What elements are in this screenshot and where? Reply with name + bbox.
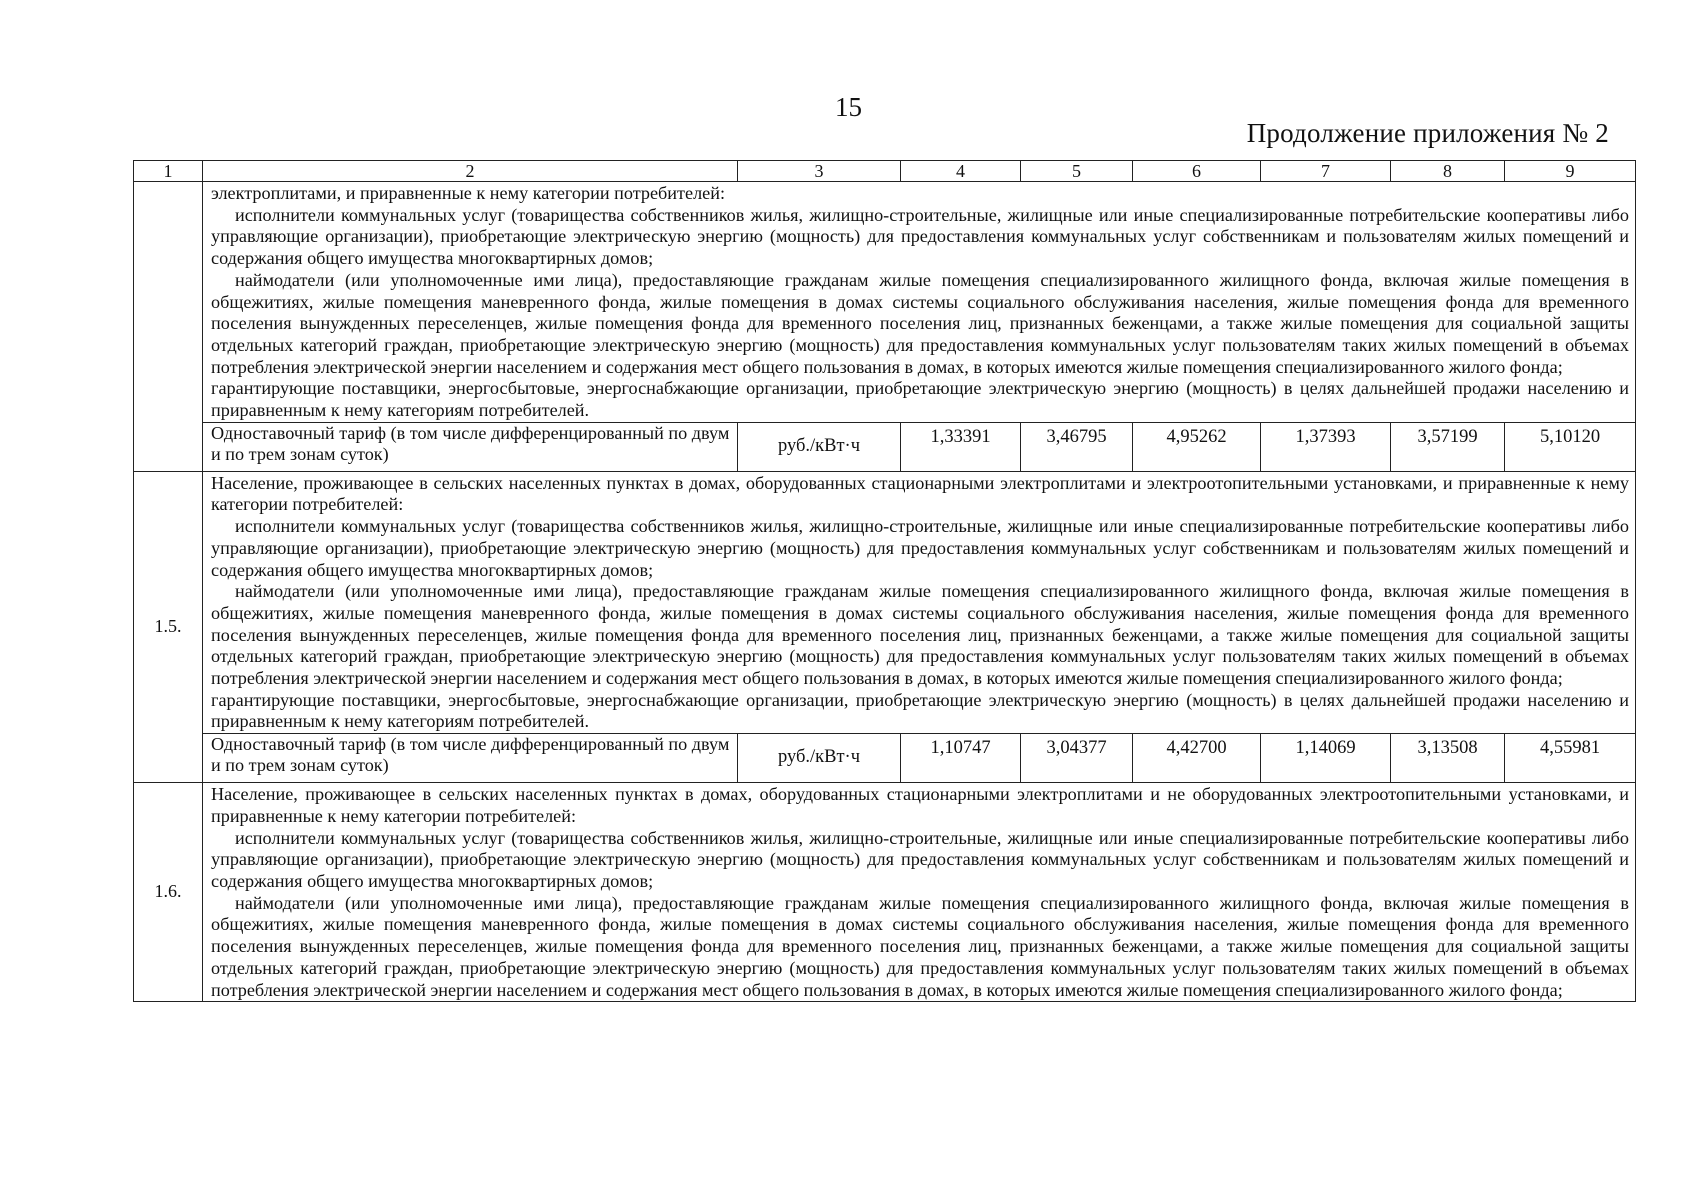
description-paragraph: наймодатели (или уполномоченные ими лица), предоставляющие гражданам жилые помещения специализированного жилищного фонда, включая жилые помещения в общежитиях, жилые помещения маневренного фонда, жилые помещения в домах системы социального обслуживания населения, жилые помещения фонда для временного поселения вынужденных переселенцев, жилые помещения фонда для временного поселения лиц, признанных беженцами, а также жилые помещения для социальной защиты отдельных категорий граждан, приобретающие электрическую энергию (мощность) для предоставления коммунальных услуг пользователям таких жилых помещений в объемах потребления электрической энергии населением и содержания мест общего пользования в домах, в которых имеются жилые помещения специализированного жилого фонда; xyxy=(211,581,1629,689)
column-number: 3 xyxy=(738,161,901,182)
description-paragraph: исполнители коммунальных услуг (товарищества собственников жилья, жилищно-строительные, жилищные или иные специализированные потребительские кооперативы либо управляющие организации), приобретающие электрическую энергию (мощность) для предоставления коммунальных услуг собственникам и пользователям жилых помещений и содержания общего имущества многоквартирных домов; xyxy=(211,827,1629,891)
column-number: 4 xyxy=(901,161,1021,182)
column-number: 8 xyxy=(1391,161,1505,182)
column-number-row xyxy=(134,161,1636,182)
tariff-unit: руб./кВт·ч xyxy=(738,734,901,783)
row-number: 1.6. xyxy=(134,783,203,1002)
category-description-row xyxy=(134,783,1636,1002)
category-description xyxy=(203,783,1636,1002)
tariff-value: 3,04377 xyxy=(1021,734,1133,783)
tariff-value: 3,13508 xyxy=(1391,734,1505,783)
column-number: 6 xyxy=(1133,161,1261,182)
description-paragraph: исполнители коммунальных услуг (товарищества собственников жилья, жилищно-строительные, жилищные или иные специализированные потребительские кооперативы либо управляющие организации), приобретающие электрическую энергию (мощность) для предоставления коммунальных услуг собственникам и пользователям жилых помещений и содержания общего имущества многоквартирных домов; xyxy=(211,204,1629,269)
tariff-value: 1,14069 xyxy=(1261,734,1391,783)
tariff-value: 3,46795 xyxy=(1021,422,1133,471)
category-description-row xyxy=(134,182,1636,423)
column-number: 2 xyxy=(203,161,738,182)
tariff-value: 4,55981 xyxy=(1505,734,1636,783)
continuation-title: Продолжение приложения № 2 xyxy=(1246,118,1609,148)
row-number xyxy=(134,182,203,472)
description-paragraph: гарантирующие поставщики, энергосбытовые, энергоснабжающие организации, приобретающие электрическую энергию (мощность) в целях дальнейшей продажи населению и приравненным к нему категориям потребителей. xyxy=(211,378,1629,421)
tariff-value: 4,95262 xyxy=(1133,422,1261,471)
description-paragraph: исполнители коммунальных услуг (товарищества собственников жилья, жилищно-строительные, жилищные или иные специализированные потребительские кооперативы либо управляющие организации), приобретающие электрическую энергию (мощность) для предоставления коммунальных услуг собственникам и пользователям жилых помещений и содержания общего имущества многоквартирных домов; xyxy=(211,516,1629,580)
tariff-value: 1,10747 xyxy=(901,734,1021,783)
tariff-value: 3,57199 xyxy=(1391,422,1505,471)
row-number: 1.5. xyxy=(134,471,203,782)
tariff-value: 1,33391 xyxy=(901,422,1021,471)
tariff-unit: руб./кВт·ч xyxy=(738,422,901,471)
tariff-label: Одноставочный тариф (в том числе дифференцированный по двум и по трем зонам суток) xyxy=(203,422,738,471)
description-paragraph: электроплитами, и приравненные к нему категории потребителей: xyxy=(211,183,726,203)
category-description-row xyxy=(134,471,1636,733)
tariff-table xyxy=(133,160,1636,1002)
description-paragraph: Население, проживающее в сельских населенных пунктах в домах, оборудованных стационарными электроплитами и не оборудованных электроотопительными установками, и приравненные к нему категории потребителей: xyxy=(211,784,1629,826)
category-description xyxy=(203,182,1636,423)
page-number: 15 xyxy=(835,92,862,122)
tariff-value: 4,42700 xyxy=(1133,734,1261,783)
description-paragraph: наймодатели (или уполномоченные ими лица), предоставляющие гражданам жилые помещения специализированного жилищного фонда, включая жилые помещения в общежитиях, жилые помещения маневренного фонда, жилые помещения в домах системы социального обслуживания населения, жилые помещения фонда для временного поселения вынужденных переселенцев, жилые помещения фонда для временного поселения лиц, признанных беженцами, а также жилые помещения для социальной защиты отдельных категорий граждан, приобретающие электрическую энергию (мощность) для предоставления коммунальных услуг пользователям таких жилых помещений в объемах потребления электрической энергии населением и содержания мест общего пользования в домах, в которых имеются жилые помещения специализированного жилого фонда; xyxy=(211,269,1629,377)
description-paragraph: гарантирующие поставщики, энергосбытовые, энергоснабжающие организации, приобретающие электрическую энергию (мощность) в целях дальнейшей продажи населению и приравненным к нему категориям потребителей. xyxy=(211,689,1629,732)
column-number: 5 xyxy=(1021,161,1133,182)
description-paragraph: Население, проживающее в сельских населенных пунктах в домах, оборудованных стационарными электроплитами и электроотопительными установками, и приравненные к нему категории потребителей: xyxy=(211,472,1629,515)
tariff-row xyxy=(134,734,1636,783)
tariff-row xyxy=(134,422,1636,471)
tariff-value: 1,37393 xyxy=(1261,422,1391,471)
column-number: 9 xyxy=(1505,161,1636,182)
description-paragraph: наймодатели (или уполномоченные ими лица), предоставляющие гражданам жилые помещения специализированного жилищного фонда, включая жилые помещения в общежитиях, жилые помещения маневренного фонда, жилые помещения в домах системы социального обслуживания населения, жилые помещения фонда для временного поселения вынужденных переселенцев, жилые помещения фонда для временного поселения лиц, признанных беженцами, а также жилые помещения для социальной защиты отдельных категорий граждан, приобретающие электрическую энергию (мощность) для предоставления коммунальных услуг пользователям таких жилых помещений в объемах потребления электрической энергии населением и содержания мест общего пользования в домах, в которых имеются жилые помещения специализированного жилого фонда; xyxy=(211,892,1629,1000)
column-number: 1 xyxy=(134,161,203,182)
tariff-value: 5,10120 xyxy=(1505,422,1636,471)
tariff-label: Одноставочный тариф (в том числе дифференцированный по двум и по трем зонам суток) xyxy=(203,734,738,783)
category-description xyxy=(203,471,1636,733)
column-number: 7 xyxy=(1261,161,1391,182)
